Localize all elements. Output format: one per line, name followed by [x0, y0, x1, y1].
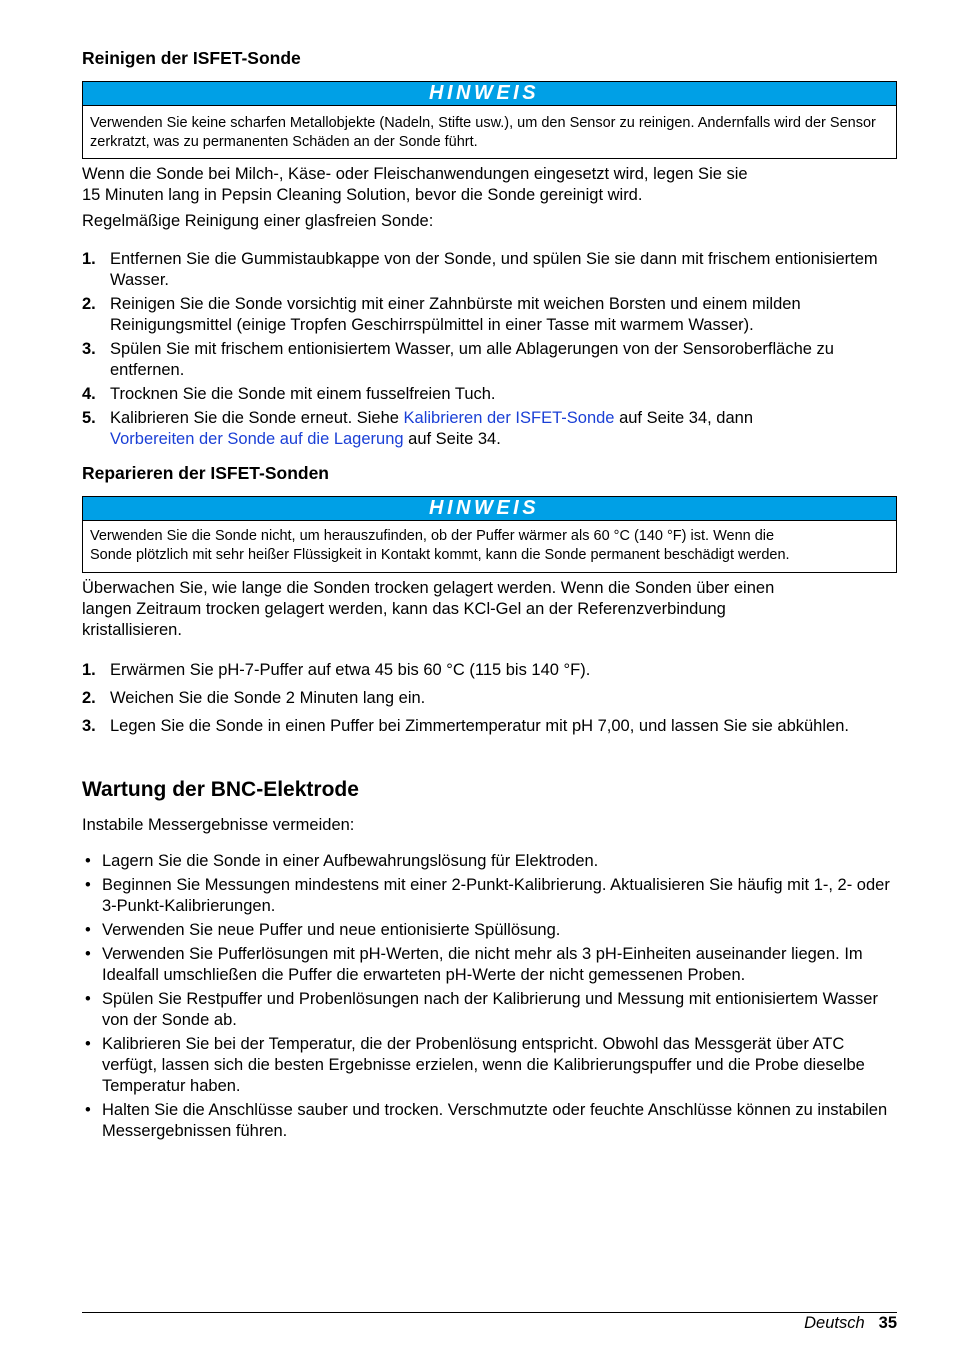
- list-item: 3. Spülen Sie mit frischem entionisiertem Wasser, um alle Ablagerungen von der Sensoroberfläche zu entfernen.: [82, 340, 834, 379]
- bullet-mark: •: [85, 945, 91, 963]
- list-item: • Lagern Sie die Sonde in einer Aufbewahrungslösung für Elektroden.: [85, 852, 599, 870]
- link-prepare-storage[interactable]: Vorbereiten der Sonde auf die Lagerung: [110, 430, 404, 448]
- intro-line-1: Wenn die Sonde bei Milch-, Käse- oder Fleischanwendungen eingesetzt wird, legen Sie sie: [82, 165, 748, 183]
- list-item: 1. Erwärmen Sie pH-7-Puffer auf etwa 45 bis 60 °C (115 bis 140 °F).: [82, 661, 591, 679]
- list-item: 2. Reinigen Sie die Sonde vorsichtig mit einer Zahnbürste mit weichen Borsten und einem milden Reinigungsmittel (einige Tropfen Geschirrspülmittel in einer Tasse mit warmem Wasser).: [82, 295, 801, 334]
- list-item: • Spülen Sie Restpuffer und Probenlösungen nach der Kalibrierung und Messung mit entionisiertem Wasser von der Sonde ab.: [85, 990, 878, 1029]
- notice-text: Verwenden Sie die Sonde nicht, um herauszufinden, ob der Puffer wärmer als 60 °C (140 °F) ist. Wenn die Sonde plötzlich mit sehr heißer Flüssigkeit in Kontakt kommt, kann die Sonde permanent beschädigt werden.: [90, 528, 790, 563]
- notice-text: Verwenden Sie keine scharfen Metallobjekte (Nadeln, Stifte usw.), um den Sensor zu reinigen. Andernfalls wird der Sensor zerkratzt, was zu permanenten Schäden an der Sonde führt.: [90, 115, 876, 150]
- notice-title: HINWEIS: [83, 82, 896, 106]
- notice-box-cleaning: [82, 81, 897, 159]
- intro-paragraph: [82, 164, 897, 206]
- bullet-mark: •: [85, 1035, 91, 1053]
- repair-steps: [82, 660, 897, 737]
- bnc-bullets: [82, 851, 897, 1142]
- page-number: 35: [878, 1314, 897, 1332]
- list-item: 4. Trocknen Sie die Sonde mit einem fusselfreien Tuch.: [82, 385, 496, 403]
- list-item: • Verwenden Sie neue Puffer und neue entionisierte Spüllösung.: [85, 921, 561, 939]
- bnc-lead: Instabile Messergebnisse vermeiden:: [82, 816, 355, 834]
- cleaning-lead: Regelmäßige Reinigung einer glasfreien Sonde:: [82, 212, 434, 230]
- list-item: • Halten Sie die Anschlüsse sauber und trocken. Verschmutzte oder feuchte Anschlüsse können zu instabilen Messergebnissen führen.: [85, 1101, 888, 1140]
- list-item: • Kalibrieren Sie bei der Temperatur, die der Probenlösung entspricht. Obwohl das Messgerät über ATC verfügt, lassen sich die besten Ergebnisse erzielen, wenn die Kalibrierungspuffer und die Probe dieselbe Temperatur haben.: [85, 1035, 865, 1095]
- list-item: • Beginnen Sie Messungen mindestens mit einer 2-Punkt-Kalibrierung. Aktualisieren Sie häufig mit 1-, 2- oder 3-Punkt-Kalibrierungen.: [85, 876, 890, 915]
- notice-box-repair: [82, 496, 897, 573]
- bullet-mark: •: [85, 921, 91, 939]
- cleaning-steps: [82, 249, 897, 450]
- section-heading-bnc: Wartung der BNC-Elektrode: [82, 778, 359, 801]
- list-item: 1. Entfernen Sie die Gummistaubkappe von der Sonde, und spülen Sie sie dann mit frischem entionisiertem Wasser.: [82, 250, 878, 289]
- section-heading-repair: Reparieren der ISFET-Sonden: [82, 463, 329, 483]
- notice-title: HINWEIS: [83, 497, 896, 521]
- list-item: 5. Kalibrieren Sie die Sonde erneut. Siehe Kalibrieren der ISFET-Sonde auf Seite 34, dann Vorbereiten der Sonde auf die Lagerung auf Seite 34.: [82, 409, 754, 448]
- intro-line-2: 15 Minuten lang in Pepsin Cleaning Solution, bevor die Sonde gereinigt wird.: [82, 186, 643, 204]
- link-calibrate-isfet[interactable]: Kalibrieren der ISFET-Sonde: [403, 409, 615, 427]
- list-item: 3. Legen Sie die Sonde in einen Puffer bei Zimmertemperatur mit pH 7,00, und lassen Sie sie abkühlen.: [82, 717, 849, 735]
- bullet-mark: •: [85, 852, 91, 870]
- footer-language: Deutsch: [804, 1314, 865, 1332]
- list-item: • Verwenden Sie Pufferlösungen mit pH-Werten, die nicht mehr als 3 pH-Einheiten auseinander liegen. Im Idealfall umschließen die Puffer die erwarteten pH-Werte der nicht gemessenen Proben.: [85, 945, 863, 984]
- page-footer: [82, 1313, 897, 1334]
- bullet-mark: •: [85, 990, 91, 1008]
- section-heading-cleaning: Reinigen der ISFET-Sonde: [82, 48, 301, 68]
- repair-paragraph: Überwachen Sie, wie lange die Sonden trocken gelagert werden. Wenn die Sonden über einen langen Zeitraum trocken gelagert werden, kann das KCl-Gel an der Referenzverbindung kristallisieren.: [82, 579, 775, 639]
- bullet-mark: •: [85, 1101, 91, 1119]
- list-item: 2. Weichen Sie die Sonde 2 Minuten lang ein.: [82, 689, 426, 707]
- bullet-mark: •: [85, 876, 91, 894]
